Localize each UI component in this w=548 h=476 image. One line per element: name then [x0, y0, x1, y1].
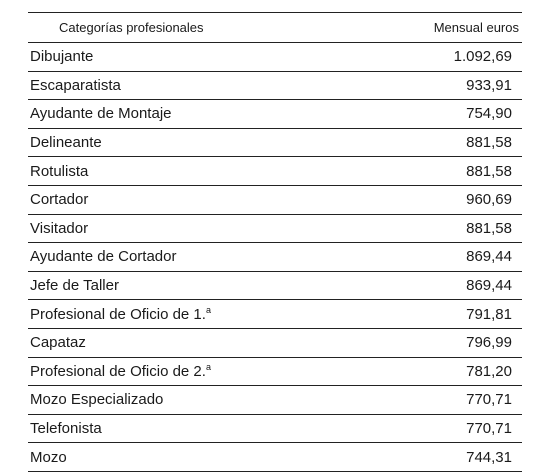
category-cell — [28, 414, 361, 443]
table-row — [28, 386, 522, 415]
category-label: Ayudante de Montaje — [30, 105, 172, 123]
category-cell — [28, 100, 361, 129]
ordinal-superscript: a — [205, 304, 211, 315]
monthly-value-cell: 791,81 — [361, 300, 522, 329]
header-category: Categorías profesionales — [28, 13, 361, 43]
monthly-value-cell: 881,58 — [361, 214, 522, 243]
category-cell — [28, 43, 361, 72]
table-row — [28, 271, 522, 300]
monthly-value-cell: 933,91 — [361, 71, 522, 100]
monthly-value-cell: 744,31 — [361, 443, 522, 472]
category-cell — [28, 214, 361, 243]
category-label: Escaparatista — [30, 76, 121, 94]
monthly-value-cell: 770,71 — [361, 386, 522, 415]
table-row — [28, 443, 522, 472]
monthly-value-cell: 796,99 — [361, 328, 522, 357]
table-row — [28, 71, 522, 100]
category-label: Cortador — [30, 191, 89, 209]
salary-table-container — [28, 12, 522, 472]
category-label: Jefe de Taller — [30, 277, 119, 295]
ordinal-superscript: a — [205, 361, 211, 372]
category-label: Telefonista — [30, 420, 102, 438]
monthly-value-cell: 881,58 — [361, 128, 522, 157]
monthly-value-cell: 1.092,69 — [361, 43, 522, 72]
category-cell — [28, 300, 361, 329]
table-row — [28, 185, 522, 214]
category-cell — [28, 443, 361, 472]
category-cell — [28, 128, 361, 157]
category-label: Dibujante — [30, 48, 94, 66]
monthly-value-cell: 781,20 — [361, 357, 522, 386]
table-row — [28, 243, 522, 272]
table-row — [28, 414, 522, 443]
salary-table — [28, 12, 522, 472]
table-header — [28, 13, 522, 43]
category-cell — [28, 386, 361, 415]
table-row — [28, 128, 522, 157]
category-label: Capataz — [30, 334, 86, 352]
monthly-value-cell: 881,58 — [361, 157, 522, 186]
category-label: Ayudante de Cortador — [30, 248, 177, 266]
monthly-value-cell: 754,90 — [361, 100, 522, 129]
table-body — [28, 43, 522, 472]
category-cell — [28, 71, 361, 100]
category-cell — [28, 157, 361, 186]
monthly-value-cell: 770,71 — [361, 414, 522, 443]
category-cell — [28, 185, 361, 214]
header-row — [28, 13, 522, 43]
category-cell — [28, 271, 361, 300]
table-row — [28, 43, 522, 72]
category-label: Rotulista — [30, 162, 89, 180]
category-label: Mozo — [30, 448, 67, 466]
category-cell — [28, 243, 361, 272]
monthly-value-cell: 869,44 — [361, 271, 522, 300]
table-row — [28, 357, 522, 386]
category-cell — [28, 357, 361, 386]
table-row — [28, 157, 522, 186]
table-row — [28, 300, 522, 329]
category-cell — [28, 328, 361, 357]
category-label: Delineante — [30, 134, 102, 152]
category-label: Profesional de Oficio de 1. — [30, 305, 206, 323]
table-row — [28, 328, 522, 357]
monthly-value-cell: 960,69 — [361, 185, 522, 214]
table-row — [28, 214, 522, 243]
category-label: Mozo Especializado — [30, 391, 164, 409]
category-label: Profesional de Oficio de 2. — [30, 362, 206, 380]
monthly-value-cell: 869,44 — [361, 243, 522, 272]
category-label: Visitador — [30, 219, 89, 237]
header-monthly: Mensual euros — [361, 13, 522, 43]
table-row — [28, 100, 522, 129]
